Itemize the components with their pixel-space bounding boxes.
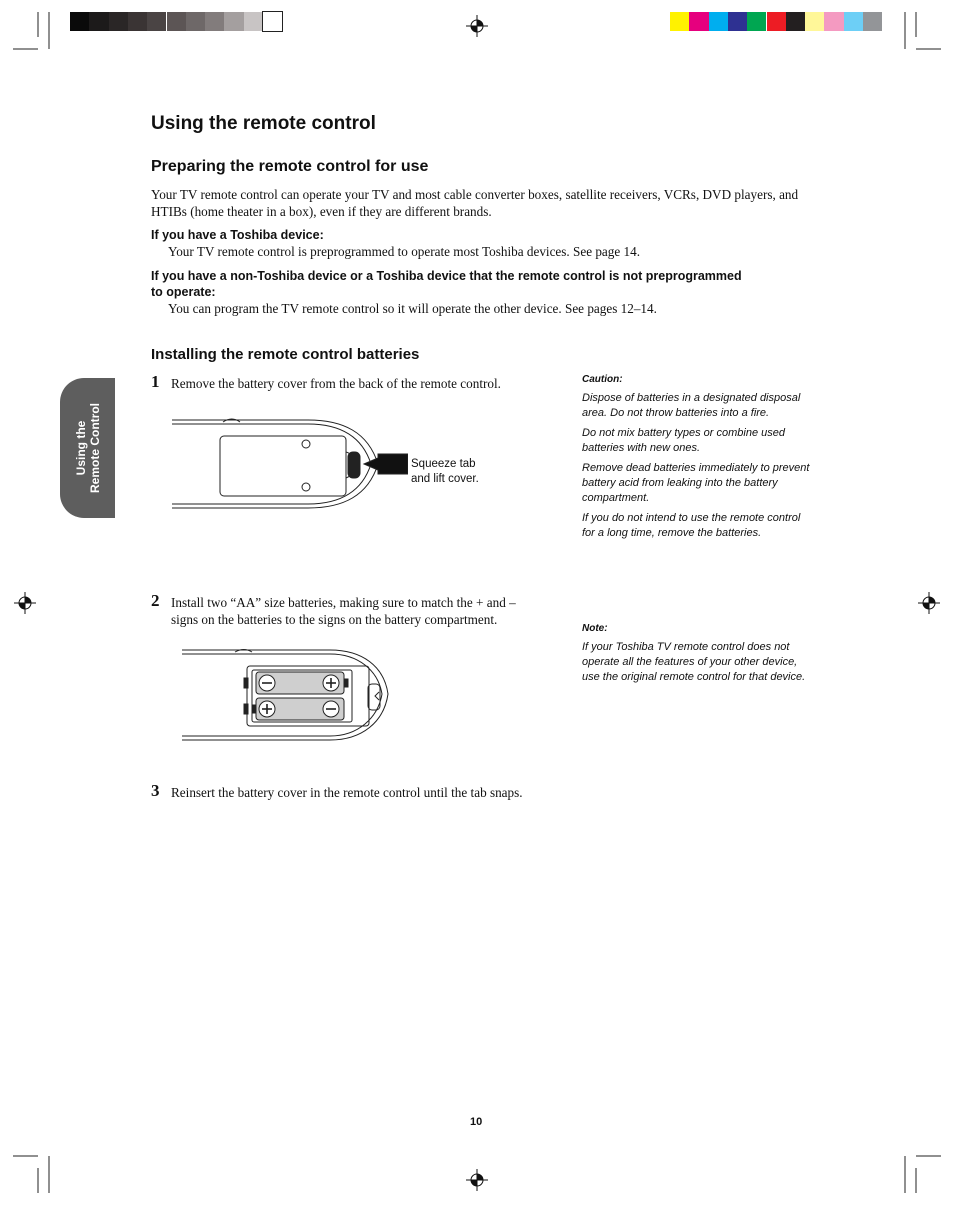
- side-tab-line: Remote Control: [87, 403, 102, 493]
- registration-mark-left-icon: [14, 592, 36, 614]
- calibration-swatch: [824, 12, 843, 31]
- section-title: Preparing the remote control for use: [151, 158, 429, 175]
- step-number: 1: [151, 372, 160, 391]
- calibration-swatch: [109, 12, 128, 31]
- calibration-swatch: [786, 12, 805, 31]
- note-line: If your Toshiba TV remote control does not: [582, 641, 790, 653]
- step-text: signs on the batteries to the signs on the battery compartment.: [171, 612, 498, 627]
- note-line: operate all the features of your other device,: [582, 656, 798, 668]
- caution-item-line: batteries with new ones.: [582, 442, 701, 454]
- caution-item-line: for a long time, remove the batteries.: [582, 527, 762, 539]
- calibration-swatch: [205, 12, 224, 31]
- caution-item-line: Dispose of batteries in a designated disposal: [582, 392, 801, 404]
- calibration-swatch: [244, 12, 263, 31]
- chapter-side-tab-label: [74, 403, 102, 493]
- calibration-swatch: [147, 12, 166, 31]
- step-number: 2: [151, 591, 160, 610]
- non-toshiba-heading-line2: to operate:: [151, 285, 216, 299]
- calibration-swatch: [186, 12, 205, 31]
- calibration-swatch: [747, 12, 766, 31]
- registration-mark-top-icon: [466, 15, 488, 37]
- toshiba-heading: If you have a Toshiba device:: [151, 228, 324, 242]
- calibration-swatch: [89, 12, 108, 31]
- step-text: Install two “AA” size batteries, making sure to match the + and –: [171, 595, 516, 610]
- caution-block: [582, 372, 832, 541]
- calibration-swatch: [709, 12, 728, 31]
- note-block: [582, 621, 832, 685]
- caution-title: Caution:: [582, 374, 623, 385]
- page-number: 10: [470, 1116, 483, 1128]
- calibration-swatch: [128, 12, 147, 31]
- caution-item-line: compartment.: [582, 492, 650, 504]
- caution-item-line: Do not mix battery types or combine used: [582, 427, 785, 439]
- callout-line1: Squeeze tab: [411, 458, 476, 470]
- calibration-swatch: [805, 12, 824, 31]
- non-toshiba-text: You can program the TV remote control so it will operate the other device. See pages 12–14.: [168, 301, 657, 316]
- note-line: use the original remote control for that device.: [582, 671, 806, 683]
- note-title: Note:: [582, 623, 608, 634]
- calibration-swatch: [844, 12, 863, 31]
- calibration-swatch: [728, 12, 747, 31]
- step-text: Reinsert the battery cover in the remote control until the tab snaps.: [171, 785, 523, 800]
- caution-item-line: area. Do not throw batteries into a fire.: [582, 407, 770, 419]
- step-text: Remove the battery cover from the back of the remote control.: [171, 376, 501, 391]
- calibration-swatch: [767, 12, 786, 31]
- page-title: Using the remote control: [151, 113, 376, 134]
- intro-paragraph: Your TV remote control can operate your TV and most cable converter boxes, satellite receivers, VCRs, DVD players, and HTIBs (home theater in a box), even if they are different brands.: [151, 187, 799, 219]
- caution-item-line: battery acid from leaking into the battery: [582, 477, 778, 489]
- caution-item: [582, 426, 832, 456]
- caution-item: [582, 461, 832, 506]
- registration-mark-bottom-icon: [466, 1169, 488, 1191]
- calibration-swatch: [167, 12, 186, 31]
- non-toshiba-heading-line1: If you have a non-Toshiba device or a Toshiba device that the remote control is not preprogrammed: [151, 269, 742, 283]
- remote-back-cover-illustration: [168, 414, 408, 514]
- calibration-swatch: [863, 12, 882, 31]
- chapter-side-tab: [60, 378, 115, 518]
- batteries-title: Installing the remote control batteries: [151, 346, 420, 363]
- toshiba-text: Your TV remote control is preprogrammed to operate most Toshiba devices. See page 14.: [168, 244, 641, 259]
- caution-item-line: Remove dead batteries immediately to prevent: [582, 462, 810, 474]
- callout-line2: and lift cover.: [411, 473, 479, 485]
- caution-item-line: If you do not intend to use the remote control: [582, 512, 801, 524]
- registration-mark-right-icon: [918, 592, 940, 614]
- calibration-swatch: [689, 12, 708, 31]
- calibration-swatch: [670, 12, 689, 31]
- battery-compartment-illustration: [180, 646, 392, 746]
- step-number: 3: [151, 781, 160, 800]
- side-tab-line: Using the: [73, 420, 88, 476]
- calibration-swatch: [224, 12, 243, 31]
- calibration-swatch: [263, 12, 282, 31]
- caution-item: [582, 391, 832, 421]
- caution-item: [582, 511, 832, 541]
- calibration-swatch: [70, 12, 89, 31]
